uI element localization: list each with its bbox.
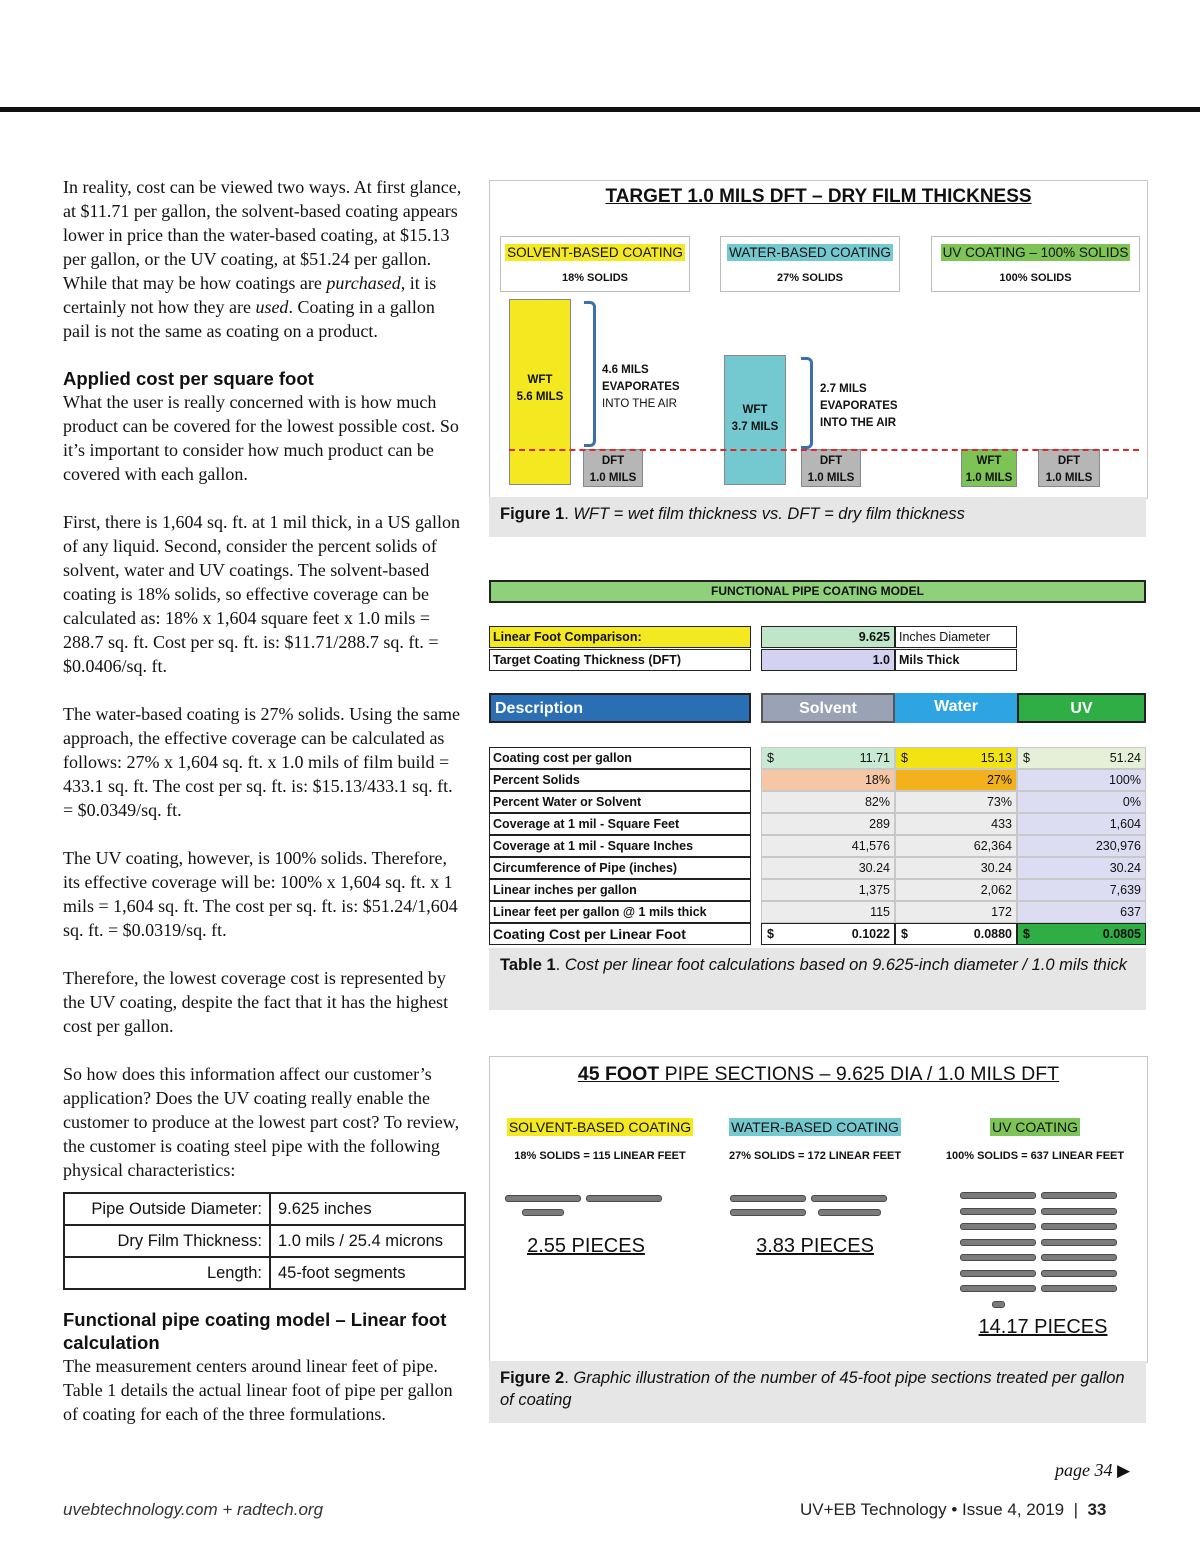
article-body — [63, 175, 463, 1426]
table-cell-solvent: 1,375 — [761, 879, 895, 901]
pipe-section — [1041, 1208, 1117, 1215]
table-cell-water: 73% — [895, 791, 1017, 813]
table-cell-solvent: $ 11.71 — [761, 747, 895, 769]
table-1-caption: Table 1. Cost per linear foot calculations based on 9.625-inch diameter / 1.0 mils thick — [489, 948, 1146, 1010]
footer-issue: UV+EB Technology • Issue 4, 2019 | 33 — [800, 1500, 1107, 1519]
target-thickness-label: Target Coating Thickness (DFT) — [489, 649, 751, 671]
table-cell-uv: 230,976 — [1017, 835, 1146, 857]
table-cell-water: 30.24 — [895, 857, 1017, 879]
paragraph-uv: The UV coating, however, is 100% solids. Therefore, its effective coverage will be: 100% x 1,604 sq. ft. x 1 mils = 1,604 sq. ft. The cost per sq. ft. is: $51.24/1,604 sq. ft. = $0.0319/sq. ft. — [63, 848, 458, 940]
water-dft-bar: DFT 1.0 MILS — [801, 449, 861, 487]
table-cell-water: $ 15.13 — [895, 747, 1017, 769]
table-cell-water: 27% — [895, 769, 1017, 791]
figure-2-title: 45 FOOT PIPE SECTIONS – 9.625 DIA / 1.0 MILS DFT — [577, 1063, 1060, 1085]
pipe-section — [1041, 1192, 1117, 1199]
uv-wft-bar: WFT 1.0 MILS — [961, 449, 1017, 487]
water-evaporation-note: 2.7 MILS EVAPORATES INTO THE AIR — [820, 383, 898, 429]
table-row-label: Percent Solids — [489, 769, 751, 791]
paragraph-linear-foot: The measurement centers around linear feet of pipe. Table 1 details the actual linear foot of pipe per gallon of coating for each of the three formulations. — [63, 1356, 453, 1424]
water-pieces: 3.83 PIECES — [756, 1235, 874, 1257]
solvent-dft-bar: DFT 1.0 MILS — [583, 449, 643, 487]
footer-sites: uvebtechnology.com + radtech.org — [63, 1500, 324, 1519]
figure-2-caption: Figure 2. Graphic illustration of the number of 45-foot pipe sections treated per gallon of coating — [489, 1361, 1146, 1423]
table-cell-uv: 100% — [1017, 769, 1146, 791]
table-row-label: Coverage at 1 mil - Square Inches — [489, 835, 751, 857]
table-cell-water: $ 0.0880 — [895, 923, 1017, 945]
linear-foot-label: Linear Foot Comparison: — [489, 626, 751, 648]
pipe-section — [960, 1270, 1036, 1277]
paragraph-intro: In reality, cost can be viewed two ways. At first glance, at $11.71 per gallon, the solvent-based coating appears lower in price than the water-based coating, at $15.13 per gallon, or the UV coating, at $51.24 per gallon. While that may be how coatings are purchased, it is certainly not how they are used. Coating in a gallon pail is not the same as coating on a product. — [63, 177, 462, 341]
pipe-section — [1041, 1223, 1117, 1230]
table-cell-solvent: 115 — [761, 901, 895, 923]
pipe-section — [1041, 1254, 1117, 1261]
water-column: WATER-BASED COATING 27% SOLIDS = 172 LINEAR FEET — [728, 1119, 902, 1162]
table-row-label: Circumference of Pipe (inches) — [489, 857, 751, 879]
pipe-section — [960, 1192, 1036, 1199]
pipe-section — [811, 1195, 887, 1202]
figure-2-diagram — [489, 1056, 1148, 1363]
table-cell-uv: 0% — [1017, 791, 1146, 813]
pipe-section — [730, 1209, 806, 1216]
table-cell-water: 172 — [895, 901, 1017, 923]
header-water: Water — [895, 693, 1017, 723]
target-thickness-unit: Mils Thick — [895, 649, 1017, 671]
solvent-coating-label: SOLVENT-BASED COATING — [507, 245, 683, 260]
table-cell-solvent: 82% — [761, 791, 895, 813]
pipe-section — [960, 1223, 1036, 1230]
paragraph-conclusion: Therefore, the lowest coverage cost is represented by the UV coating, despite the fact that it has the highest cost per gallon. — [63, 968, 449, 1036]
table-cell-uv: 7,639 — [1017, 879, 1146, 901]
table-cell-water: 2,062 — [895, 879, 1017, 901]
pipe-section — [960, 1208, 1036, 1215]
water-evaporation-brace — [801, 357, 813, 449]
pipe-section — [1041, 1270, 1117, 1277]
table-cell-uv: $ 0.0805 — [1017, 923, 1146, 945]
pipe-section — [960, 1254, 1036, 1261]
table-row-label: Linear inches per gallon — [489, 879, 751, 901]
pipe-section — [960, 1239, 1036, 1246]
solvent-solids: 18% SOLIDS — [561, 272, 629, 284]
table-row: Dry Film Thickness: 1.0 mils / 25.4 microns — [64, 1225, 465, 1257]
figure-1-title: TARGET 1.0 MILS DFT – DRY FILM THICKNESS — [605, 186, 1032, 207]
pipe-section — [505, 1195, 581, 1202]
header-solvent: Solvent — [761, 693, 895, 723]
paragraph-solvent: First, there is 1,604 sq. ft. at 1 mil thick, in a US gallon of any liquid. Second, consider the percent solids of solvent, water and UV coatings. The solvent-based coating is 18% solids, so effective coverage can be calculated as: 18% x 1,604 square feet x 1.0 mils = 288.7 sq. ft. Cost per sq. ft. is: $11.71/288.7 sq. ft. = $0.0406/sq. ft. — [63, 512, 460, 676]
table-cell-water: 62,364 — [895, 835, 1017, 857]
pipe-spec-table — [63, 1192, 466, 1290]
uv-coating-label: UV COATING – 100% SOLIDS — [942, 245, 1129, 260]
solvent-wft-bar: WFT 5.6 MILS — [509, 299, 571, 485]
pipe-section — [1041, 1239, 1117, 1246]
table-row-label: Coating cost per gallon — [489, 747, 751, 769]
table-row: Length: 45-foot segments — [64, 1257, 465, 1289]
table-row: Pipe Outside Diameter: 9.625 inches — [64, 1193, 465, 1225]
water-wft-bar: WFT 3.7 MILS — [724, 355, 786, 485]
solvent-evaporation-brace — [584, 301, 596, 447]
paragraph-coverage: What the user is really concerned with is how much product can be covered for the lowest possible cost. So it’s important to consider how much product can be covered with each gallon. — [63, 392, 459, 484]
table-cell-uv: 637 — [1017, 901, 1146, 923]
paragraph-water: The water-based coating is 27% solids. Using the same approach, the effective coverage can be calculated as follows: 27% x 1,604 sq. ft. x 1.0 mils of film build = 433.1 sq. ft. The cost per sq. ft. is: $15.13/433.1 sq. ft. = $0.0349/sq. ft. — [63, 704, 461, 820]
solvent-evaporation-note: 4.6 MILS EVAPORATES INTO THE AIR — [602, 364, 680, 410]
linear-foot-value: 9.625 — [761, 626, 895, 648]
table-cell-solvent: 18% — [761, 769, 895, 791]
table-row-label: Coating Cost per Linear Foot — [489, 923, 751, 945]
header-rule — [0, 107, 1200, 112]
target-dft-line — [509, 449, 1139, 451]
figure-1-diagram — [489, 180, 1148, 499]
heading-linear-foot: Functional pipe coating model – Linear foot calculation — [63, 1309, 447, 1353]
solvent-coating-box — [500, 236, 690, 292]
table-cell-uv: 30.24 — [1017, 857, 1146, 879]
water-solids: 27% SOLIDS — [776, 272, 844, 284]
heading-applied-cost: Applied cost per square foot — [63, 368, 314, 389]
figure-1-caption: Figure 1. WFT = wet film thickness vs. DFT = dry film thickness — [489, 497, 1146, 537]
uv-column: UV COATING 100% SOLIDS = 637 LINEAR FEET — [945, 1119, 1125, 1162]
water-coating-label: WATER-BASED COATING — [729, 245, 891, 260]
water-coating-box — [720, 236, 900, 292]
uv-pieces: 14.17 PIECES — [978, 1316, 1108, 1338]
uv-coating-box — [931, 236, 1140, 292]
pipe-section — [992, 1301, 1005, 1308]
table-cell-water: 433 — [895, 813, 1017, 835]
table-cell-solvent: 289 — [761, 813, 895, 835]
pipe-section — [960, 1285, 1036, 1292]
uv-solids: 100% SOLIDS — [999, 272, 1072, 284]
continue-link[interactable]: page 34 ▶ — [1055, 1460, 1131, 1480]
arrow-right-icon: ▶ — [1117, 1461, 1131, 1480]
header-uv: UV — [1017, 693, 1146, 723]
table-cell-solvent: 41,576 — [761, 835, 895, 857]
table-title: FUNCTIONAL PIPE COATING MODEL — [489, 580, 1146, 603]
table-1-pipe-coating-model — [489, 580, 1146, 948]
pipe-section — [818, 1209, 881, 1216]
pipe-section — [730, 1195, 806, 1202]
table-cell-uv: $ 51.24 — [1017, 747, 1146, 769]
pipe-section — [522, 1209, 564, 1216]
page-number: 33 — [1087, 1500, 1107, 1519]
table-cell-solvent: $ 0.1022 — [761, 923, 895, 945]
solvent-column: SOLVENT-BASED COATING 18% SOLIDS = 115 LINEAR FEET — [508, 1119, 692, 1162]
table-cell-uv: 1,604 — [1017, 813, 1146, 835]
table-row-label: Percent Water or Solvent — [489, 791, 751, 813]
solvent-pieces: 2.55 PIECES — [527, 1235, 645, 1257]
header-description: Description — [489, 693, 751, 723]
table-row-label: Linear feet per gallon @ 1 mils thick — [489, 901, 751, 923]
target-thickness-value: 1.0 — [761, 649, 895, 671]
paragraph-customer: So how does this information affect our customer’s application? Does the UV coating really enable the customer to produce at the lowest part cost? To review, the customer is coating steel pipe with the following physical characteristics: — [63, 1064, 460, 1180]
table-cell-solvent: 30.24 — [761, 857, 895, 879]
pipe-section — [1041, 1285, 1117, 1292]
uv-dft-bar: DFT 1.0 MILS — [1038, 449, 1100, 487]
linear-foot-unit: Inches Diameter — [895, 626, 1017, 648]
pipe-section — [586, 1195, 662, 1202]
table-row-label: Coverage at 1 mil - Square Feet — [489, 813, 751, 835]
